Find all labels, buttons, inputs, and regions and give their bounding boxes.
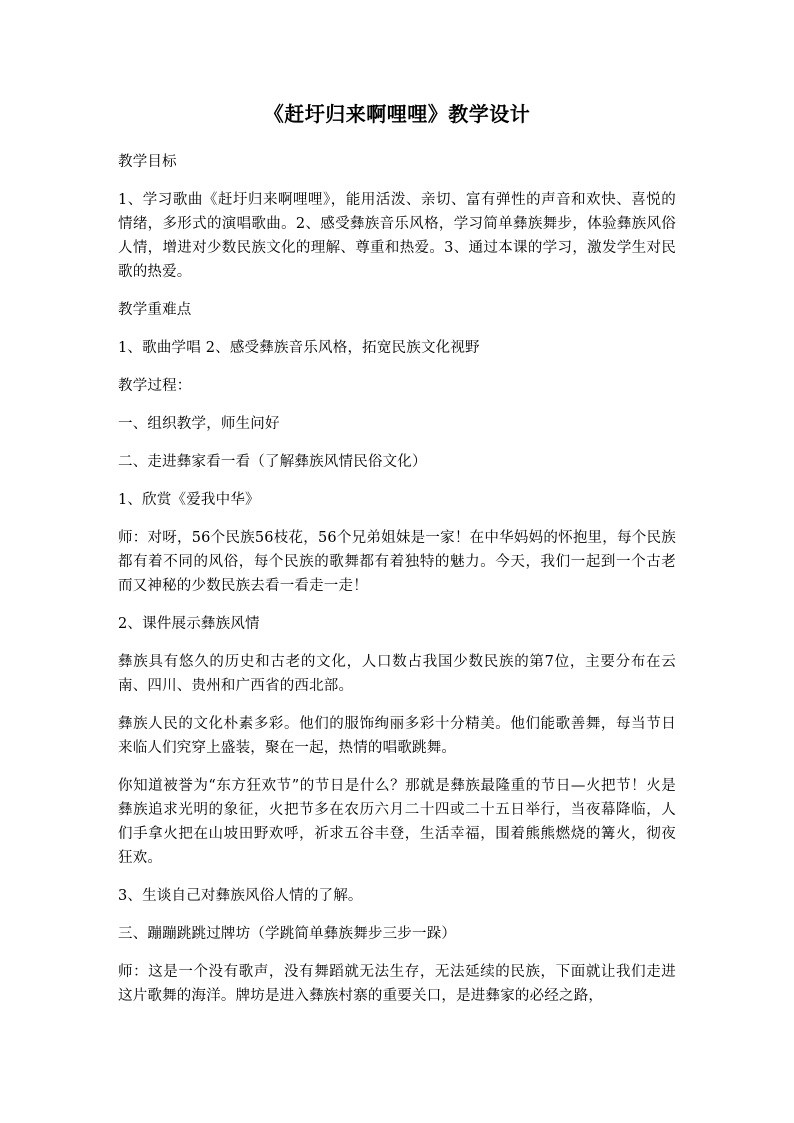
torch-festival-paragraph: 你知道被誉为“东方狂欢节”的节日是什么？那就是彝族最隆重的节日—火把节！火是彝族追求光明的象征，火把节多在农历六月二十四或二十五日举行，当夜幕降临，人们手拿火把在山坡田野欢呼，祈求五谷丰登，生活幸福，围着熊熊燃烧的篝火，彻夜狂欢。	[118, 778, 676, 866]
objectives-text: 1、学习歌曲《赶圩归来啊哩哩》，能用活泼、亲切、富有弹性的声音和欢快、喜悦的情绪，多形式的演唱歌曲。2、感受彝族音乐风格，学习简单彝族舞步，体验彝族风俗人情，增进对少数民族文化的理解、尊重和热爱。3、通过本课的学习，激发学生对民歌的热爱。	[118, 192, 676, 280]
teacher-dance-paragraph: 师：这是一个没有歌声，没有舞蹈就无法生存，无法延续的民族，下面就让我们走进这片歌舞的海洋。牌坊是进入彝族村寨的重要关口，是进彝家的必经之路，	[118, 964, 676, 1004]
key-points-text: 1、歌曲学唱 2、感受彝族音乐风格，拓宽民族文化视野	[118, 340, 480, 356]
step-courseware: 2、课件展示彝族风情	[118, 616, 260, 632]
section-three-heading: 三、蹦蹦跳跳过牌坊（学跳简单彝族舞步三步一跺）	[118, 926, 457, 942]
section-two-heading: 二、走进彝家看一看（了解彝族风情民俗文化）	[118, 454, 427, 470]
step-appreciate: 1、欣赏《爱我中华》	[118, 492, 260, 508]
document-title: 《赶圩归来啊哩哩》教学设计	[263, 102, 531, 126]
section-one-heading: 一、组织教学，师生问好	[118, 416, 280, 432]
yi-culture-paragraph: 彝族人民的文化朴素多彩。他们的服饰绚丽多彩十分精美。他们能歌善舞，每当节日来临人们究穿上盛装，聚在一起，热情的唱歌跳舞。	[118, 716, 676, 756]
step-discussion: 3、生谈自己对彝族风俗人情的了解。	[118, 888, 363, 904]
heading-objectives: 教学目标	[118, 154, 177, 170]
teacher-intro-paragraph: 师：对呀，56个民族56枝花，56个兄弟姐妹是一家！在中华妈妈的怀抱里，每个民族都有着不同的风俗，每个民族的歌舞都有着独特的魅力。今天，我们一起到一个古老而又神秘的少数民族去看一看走一走！	[118, 530, 676, 594]
heading-key-points: 教学重难点	[118, 302, 192, 318]
yi-history-paragraph: 彝族具有悠久的历史和古老的文化，人口数占我国少数民族的第7位，主要分布在云南、四川、贵州和广西省的西北部。	[118, 654, 676, 694]
heading-process: 教学过程：	[118, 378, 192, 394]
